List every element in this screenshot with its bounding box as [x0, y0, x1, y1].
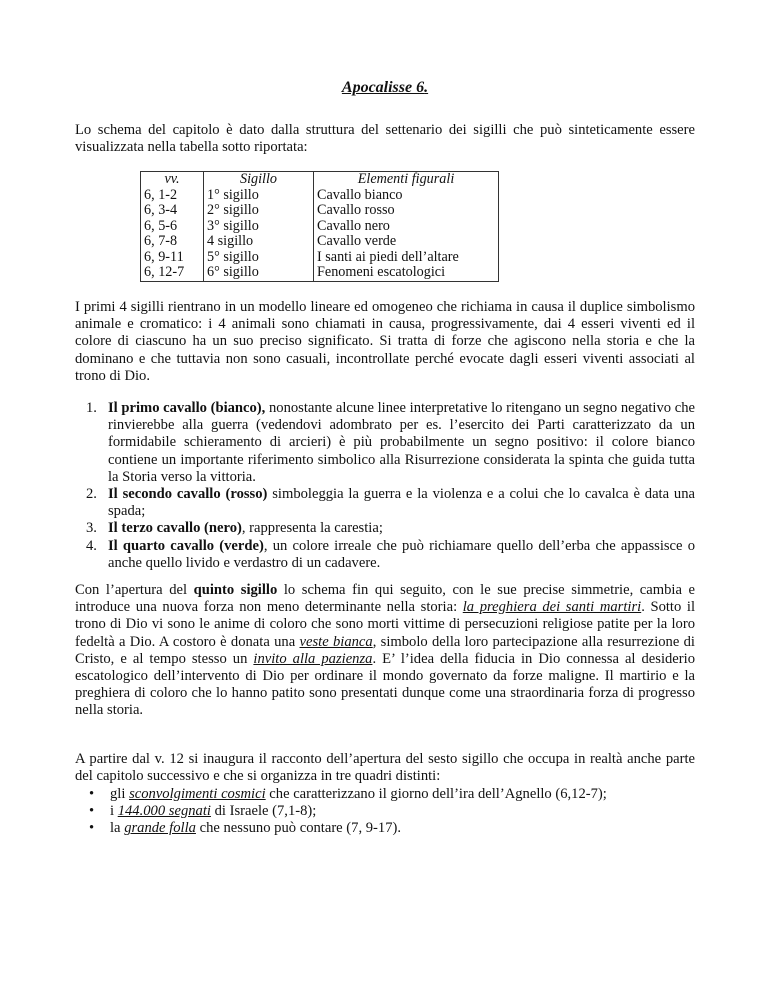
cell-sigillo: 1° sigillo: [204, 188, 314, 204]
quadri-list: [75, 786, 695, 838]
horse-text: simboleggia la guerra e la violenza e a colui che lo cavalca è data una spada;: [108, 486, 695, 520]
title-suffix: .: [424, 79, 429, 96]
seals-table: [140, 171, 499, 282]
cell-vv: 6, 3-4: [141, 203, 204, 219]
list-number: 2.: [86, 486, 97, 503]
fifth-seal-paragraph: [75, 582, 695, 720]
text-run: Con l’apertura del: [75, 582, 194, 598]
text-run: i: [110, 803, 118, 820]
cell-elementi: Cavallo bianco: [314, 188, 499, 204]
list-item: [75, 820, 695, 837]
horses-list: [75, 400, 695, 572]
text-run: gli: [110, 786, 130, 802]
text-run: che caratterizzano il giorno dell’ira dell’Agnello (6,12-7);: [265, 786, 607, 802]
emphasis-run: sconvolgimenti cosmici: [129, 786, 266, 802]
emphasis-run: grande folla: [124, 820, 196, 837]
horse-text: nonostante alcune linee interpretative lo ritengano un segno negativo che rinvierebbe alla guerra (vedendovi adombrato per es. l’esercito dei Parti caratterizzato da un formidabile schieramento di arcieri) è più probabilmente un segno positivo: il colore bianco contiene un importante riferimento simbolico alla Risurrezione considerata la spinta che guida tutta la Storia verso la vittoria.: [108, 400, 695, 485]
text-run: che nessuno può contare (7, 9-17).: [195, 820, 402, 837]
cell-sigillo: 3° sigillo: [204, 219, 314, 235]
table-row: [141, 188, 499, 204]
text-run: . Sotto il trono di Dio vi sono le anime di coloro che sono morti vittime di persecuzioni religiose patite per la loro fedeltà a Dio. A costoro è donata una: [75, 599, 696, 650]
cell-sigillo: 5° sigillo: [204, 250, 314, 266]
header-sigillo: Sigillo: [204, 172, 314, 188]
horse-heading: Il terzo cavallo (nero): [108, 520, 242, 537]
horse-heading: Il secondo cavallo (rosso): [108, 486, 268, 503]
cell-sigillo: 2° sigillo: [204, 203, 314, 219]
table-row: [141, 250, 499, 266]
list-item: [75, 486, 695, 520]
table-header-row: [141, 172, 499, 188]
horse-text: , un colore irreale che può richiamare quello dell’erba che appassisce o anche quello livido e verdastro di un cadavere.: [108, 537, 696, 571]
text-run: , simbolo della loro partecipazione alla resurrezione di Cristo, e al tempo stesso un: [75, 633, 695, 667]
text-run: la: [110, 820, 125, 837]
emphasis-run: veste bianca: [299, 633, 373, 650]
list-item: [75, 400, 695, 486]
header-vv: vv.: [141, 172, 204, 188]
table-row: [141, 265, 499, 281]
cell-elementi: Cavallo nero: [314, 219, 499, 235]
bullet-icon: •: [89, 803, 95, 820]
seals-intro-paragraph: I primi 4 sigilli rientrano in un modello lineare ed omogeneo che richiama in causa il duplice simbolismo animale e cromatico: i 4 animali sono chiamati in causa, progressivamente, dai 4 esseri viventi ed il colore di ciascuno ha un suo preciso significato. Si tratta di forze che agiscono nella storia e che la dominano e che tuttavia non sono casuali, incontrollate perché evocate dagli esseri viventi associati al trono di Dio.: [75, 299, 695, 384]
cell-sigillo: 4 sigillo: [204, 234, 314, 250]
list-item: [75, 520, 695, 537]
page-title: [75, 79, 695, 96]
list-item: [75, 803, 695, 820]
cell-elementi: I santi ai piedi dell’altare: [314, 250, 499, 266]
cell-sigillo: 6° sigillo: [204, 265, 314, 281]
cell-elementi: Cavallo verde: [314, 234, 499, 250]
emphasis-run: 144.000 segnati: [117, 803, 211, 820]
list-number: 4.: [86, 537, 97, 554]
cell-vv: 6, 7-8: [141, 234, 204, 250]
cell-vv: 6, 1-2: [141, 188, 204, 204]
list-item: [75, 538, 695, 572]
cell-vv: 6, 5-6: [141, 219, 204, 235]
horse-heading: Il quarto cavallo (verde): [108, 537, 264, 554]
text-run: lo schema fin qui seguito, con le sue precise simmetrie, cambia e introduce una nuova forza non meno determinante nella storia:: [75, 582, 696, 616]
cell-vv: 6, 9-11: [141, 250, 204, 266]
bullet-icon: •: [89, 820, 95, 837]
cell-vv: 6, 12-7: [141, 265, 204, 281]
emphasis-run: la preghiera dei santi martiri: [462, 599, 642, 616]
bullet-icon: •: [89, 786, 95, 802]
sixth-seal-paragraph: A partire dal v. 12 si inaugura il racconto dell’apertura del sesto sigillo che occupa in realtà anche parte del capitolo successivo e che si organizza in tre quadri distinti:: [75, 751, 695, 785]
horse-text: , rappresenta la carestia;: [241, 520, 383, 537]
text-run: di Israele (7,1-8);: [210, 803, 317, 820]
header-elementi: Elementi figurali: [314, 172, 499, 188]
list-number: 1.: [86, 400, 97, 416]
bold-run: quinto sigillo: [193, 582, 278, 598]
table-row: [141, 219, 499, 235]
table-row: [141, 234, 499, 250]
intro-paragraph: Lo schema del capitolo è dato dalla struttura del settenario dei sigilli che può sinteticamente essere visualizzata nella tabella sotto riportata:: [75, 122, 695, 156]
text-run: . E’ l’idea della fiducia in Dio connessa al desiderio escatologico dell’intervento di Dio per ordinare il mondo governato da forze maligne. Il martirio e la preghiera di coloro che lo hanno patito sono presentati dunque come una straordinaria forza di progresso nella storia.: [75, 650, 695, 719]
horse-heading: Il primo cavallo (bianco),: [108, 400, 266, 416]
cell-elementi: Fenomeni escatologici: [314, 265, 499, 281]
list-number: 3.: [86, 520, 97, 537]
table-row: [141, 203, 499, 219]
title-text: Apocalisse 6: [341, 79, 425, 96]
emphasis-run: invito alla pazienza: [253, 650, 373, 667]
list-item: [75, 786, 695, 803]
cell-elementi: Cavallo rosso: [314, 203, 499, 219]
